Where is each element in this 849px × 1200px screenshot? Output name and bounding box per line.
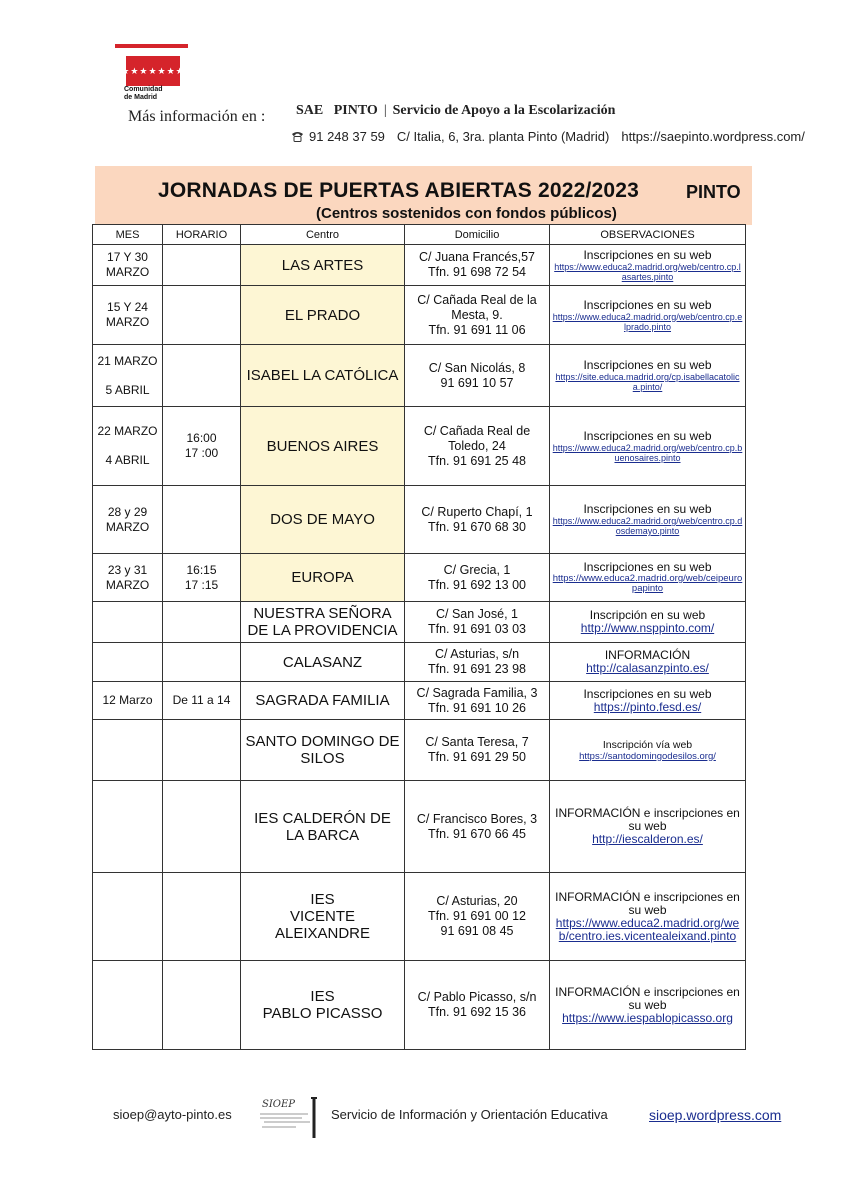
obs-link[interactable]: https://www.educa2.madrid.org/web/centro.cp.dosdemayo.pinto (552, 516, 743, 536)
obs-link[interactable]: http://www.nsppinto.com/ (580, 621, 715, 635)
table-row (93, 781, 746, 873)
page-title: JORNADAS DE PUERTAS ABIERTAS 2022/2023 (158, 179, 640, 202)
cell-centro: SAGRADA FAMILIA (241, 682, 405, 720)
header-observaciones: OBSERVACIONES (550, 225, 746, 245)
cell-horario (163, 345, 241, 407)
cell-observaciones (550, 245, 746, 286)
mes-text: 15 Y 24 MARZO (105, 300, 150, 329)
cell-horario (163, 961, 241, 1050)
obs-link[interactable]: https://www.educa2.madrid.org/web/centro.cp.lasartes.pinto (554, 261, 741, 282)
cell-mes (93, 720, 163, 781)
table-row (93, 286, 746, 345)
cell-centro: BUENOS AIRES (241, 407, 405, 486)
obs-link[interactable]: https://www.educa2.madrid.org/web/ceipeuropapinto (552, 573, 743, 594)
cell-centro: NUESTRA SEÑORA DE LA PROVIDENCIA (241, 602, 405, 643)
obs-link[interactable]: https://www.educa2.madrid.org/web/centro.ies.vicentealeixand.pinto (555, 915, 740, 943)
cell-observaciones (550, 602, 746, 643)
obs-link[interactable]: https://site.educa.madrid.org/cp.isabellacatolica.pinto/ (555, 372, 740, 392)
obs-text: INFORMACIÓN e inscripciones en su web (555, 984, 740, 1012)
mes-text: 28 y 29 MARZO (105, 504, 150, 534)
table-row (93, 682, 746, 720)
obs-link[interactable]: https://www.educa2.madrid.org/web/centro.cp.buenosaires.pinto (552, 442, 743, 463)
header-domicilio: Domicilio (405, 225, 550, 245)
obs-text: Inscripciones en su web (583, 502, 712, 516)
cell-centro: EL PRADO (241, 286, 405, 345)
logo-caption: Comunidad de Madrid (124, 86, 163, 101)
cell-centro: ISABEL LA CATÓLICA (241, 345, 405, 407)
footer-blog-link[interactable]: sioep.wordpress.com (649, 1107, 782, 1123)
logo-top-bar (115, 44, 188, 48)
cell-domicilio: C/ Sagrada Familia, 3 Tfn. 91 691 10 26 (405, 682, 550, 720)
cell-observaciones (550, 720, 746, 781)
header-horario: HORARIO (163, 225, 241, 245)
table-row (93, 873, 746, 961)
cell-mes (93, 554, 163, 602)
cell-domicilio: C/ Pablo Picasso, s/n Tfn. 91 692 15 36 (405, 961, 550, 1050)
table-row (93, 602, 746, 643)
contact-line (291, 129, 805, 144)
cell-mes (93, 961, 163, 1050)
cell-domicilio: C/ Grecia, 1 Tfn. 91 692 13 00 (405, 554, 550, 602)
obs-text: INFORMACIÓN e inscripciones en su web (555, 889, 740, 917)
obs-text: Inscripción en su web (589, 608, 706, 622)
obs-text: Inscripciones en su web (583, 428, 712, 443)
cell-mes (93, 643, 163, 682)
obs-link[interactable]: https://www.educa2.madrid.org/web/centro.cp.elprado.pinto (552, 311, 743, 332)
logo-stars: ★★★★★★★ (121, 65, 185, 76)
cell-mes (93, 682, 163, 720)
cell-centro: DOS DE MAYO (241, 486, 405, 554)
obs-text: Inscripciones en su web (583, 358, 712, 372)
obs-text: Inscripciones en su web (583, 247, 712, 262)
table-row (93, 407, 746, 486)
obs-link[interactable]: http://calasanzpinto.es/ (586, 661, 709, 675)
cell-domicilio: C/ Ruperto Chapí, 1 Tfn. 91 670 68 30 (405, 486, 550, 554)
table-row (93, 554, 746, 602)
table-row (93, 720, 746, 781)
cell-centro: SANTO DOMINGO DE SILOS (241, 720, 405, 781)
cell-observaciones (550, 407, 746, 486)
cell-mes (93, 286, 163, 345)
cell-observaciones (550, 345, 746, 407)
obs-text: Inscripción vía web (602, 738, 693, 751)
sae-description: Servicio de Apoyo a la Escolarización (392, 103, 616, 118)
cell-mes (93, 486, 163, 554)
cell-horario: 16:00 17 :00 (163, 407, 241, 486)
sae-name: SAE PINTO (296, 103, 378, 118)
mes-start: 21 MARZO (97, 353, 158, 368)
cell-horario (163, 873, 241, 961)
sae-address: C/ Italia, 6, 3ra. planta Pinto (Madrid) (396, 129, 610, 144)
cell-domicilio: C/ San José, 1 Tfn. 91 691 03 03 (405, 602, 550, 643)
cell-mes (93, 345, 163, 407)
header-mes: MES (93, 225, 163, 245)
cell-horario (163, 486, 241, 554)
cell-centro: LAS ARTES (241, 245, 405, 286)
cell-observaciones (550, 554, 746, 602)
mes-text: 12 Marzo (102, 693, 153, 707)
table-row (93, 643, 746, 682)
sae-website[interactable]: https://saepinto.wordpress.com/ (621, 129, 805, 144)
table-row (93, 345, 746, 407)
cell-horario (163, 245, 241, 286)
town-label: PINTO (686, 182, 741, 202)
stamp-text: SIOEP (262, 1099, 296, 1110)
obs-link[interactable]: https://santodomingodesilos.org/ (579, 750, 716, 762)
phone-icon (291, 131, 304, 142)
cell-observaciones (550, 643, 746, 682)
cell-observaciones (550, 682, 746, 720)
header-centro: Centro (241, 225, 405, 245)
phone-number: 91 248 37 59 (309, 129, 385, 144)
cell-domicilio: C/ Juana Francés,57 Tfn. 91 698 72 54 (405, 245, 550, 286)
cell-observaciones (550, 961, 746, 1050)
cell-horario (163, 602, 241, 643)
cell-centro: EUROPA (241, 554, 405, 602)
obs-text: INFORMACIÓN (604, 648, 691, 662)
sae-header (296, 103, 615, 119)
open-days-table (92, 224, 746, 1050)
cell-mes (93, 602, 163, 643)
cell-domicilio: C/ Asturias, 20 Tfn. 91 691 00 12 91 691 08 45 (405, 873, 550, 961)
cell-mes (93, 245, 163, 286)
cell-centro: IES VICENTE ALEIXANDRE (241, 873, 405, 961)
mes-text: 17 Y 30 MARZO (105, 250, 150, 279)
cell-centro: CALASANZ (241, 643, 405, 682)
more-info-label: Más información en : (128, 108, 266, 125)
table-header-row (93, 225, 746, 245)
mes-end: 4 ABRIL (105, 453, 150, 467)
cell-centro: IES PABLO PICASSO (241, 961, 405, 1050)
cell-observaciones (550, 486, 746, 554)
cell-horario (163, 720, 241, 781)
cell-observaciones (550, 286, 746, 345)
cell-domicilio: C/ Francisco Bores, 3 Tfn. 91 670 66 45 (405, 781, 550, 873)
obs-link[interactable]: http://iescalderon.es/ (592, 832, 703, 846)
page-subtitle: (Centros sostenidos con fondos públicos) (316, 205, 617, 222)
obs-link[interactable]: https://pinto.fesd.es/ (593, 699, 702, 714)
cell-horario: De 11 a 14 (163, 682, 241, 720)
cell-domicilio: C/ Cañada Real de la Mesta, 9. Tfn. 91 691 11 06 (405, 286, 550, 345)
cell-domicilio: C/ San Nicolás, 8 91 691 10 57 (405, 345, 550, 407)
cell-horario (163, 781, 241, 873)
comunidad-madrid-logo (121, 56, 185, 86)
footer-service: Servicio de Información y Orientación Educativa (331, 1107, 608, 1122)
cell-mes (93, 781, 163, 873)
table-row (93, 961, 746, 1050)
cell-observaciones (550, 873, 746, 961)
sioep-stamp-icon (256, 1094, 322, 1140)
obs-text: Inscripciones en su web (583, 297, 712, 312)
cell-domicilio: C/ Cañada Real de Toledo, 24 Tfn. 91 691 25 48 (405, 407, 550, 486)
obs-text: INFORMACIÓN e inscripciones en su web (555, 806, 740, 833)
mes-end: 5 ABRIL (105, 382, 150, 397)
cell-mes (93, 407, 163, 486)
cell-horario: 16:15 17 :15 (163, 554, 241, 602)
mes-start: 22 MARZO (97, 424, 158, 438)
cell-observaciones (550, 781, 746, 873)
obs-text: Inscripciones en su web (583, 560, 712, 574)
table-row (93, 245, 746, 286)
cell-centro: IES CALDERÓN DE LA BARCA (241, 781, 405, 873)
obs-text: Inscripciones en su web (583, 686, 712, 701)
obs-link[interactable]: https://www.iespablopicasso.org (562, 1010, 733, 1025)
mes-text: 23 y 31 MARZO (105, 562, 150, 592)
cell-domicilio: C/ Santa Teresa, 7 Tfn. 91 691 29 50 (405, 720, 550, 781)
cell-horario (163, 286, 241, 345)
cell-horario (163, 643, 241, 682)
footer-email[interactable]: sioep@ayto-pinto.es (113, 1107, 232, 1122)
table-row (93, 486, 746, 554)
cell-mes (93, 873, 163, 961)
sae-separator: | (383, 103, 387, 118)
cell-domicilio: C/ Asturias, s/n Tfn. 91 691 23 98 (405, 643, 550, 682)
